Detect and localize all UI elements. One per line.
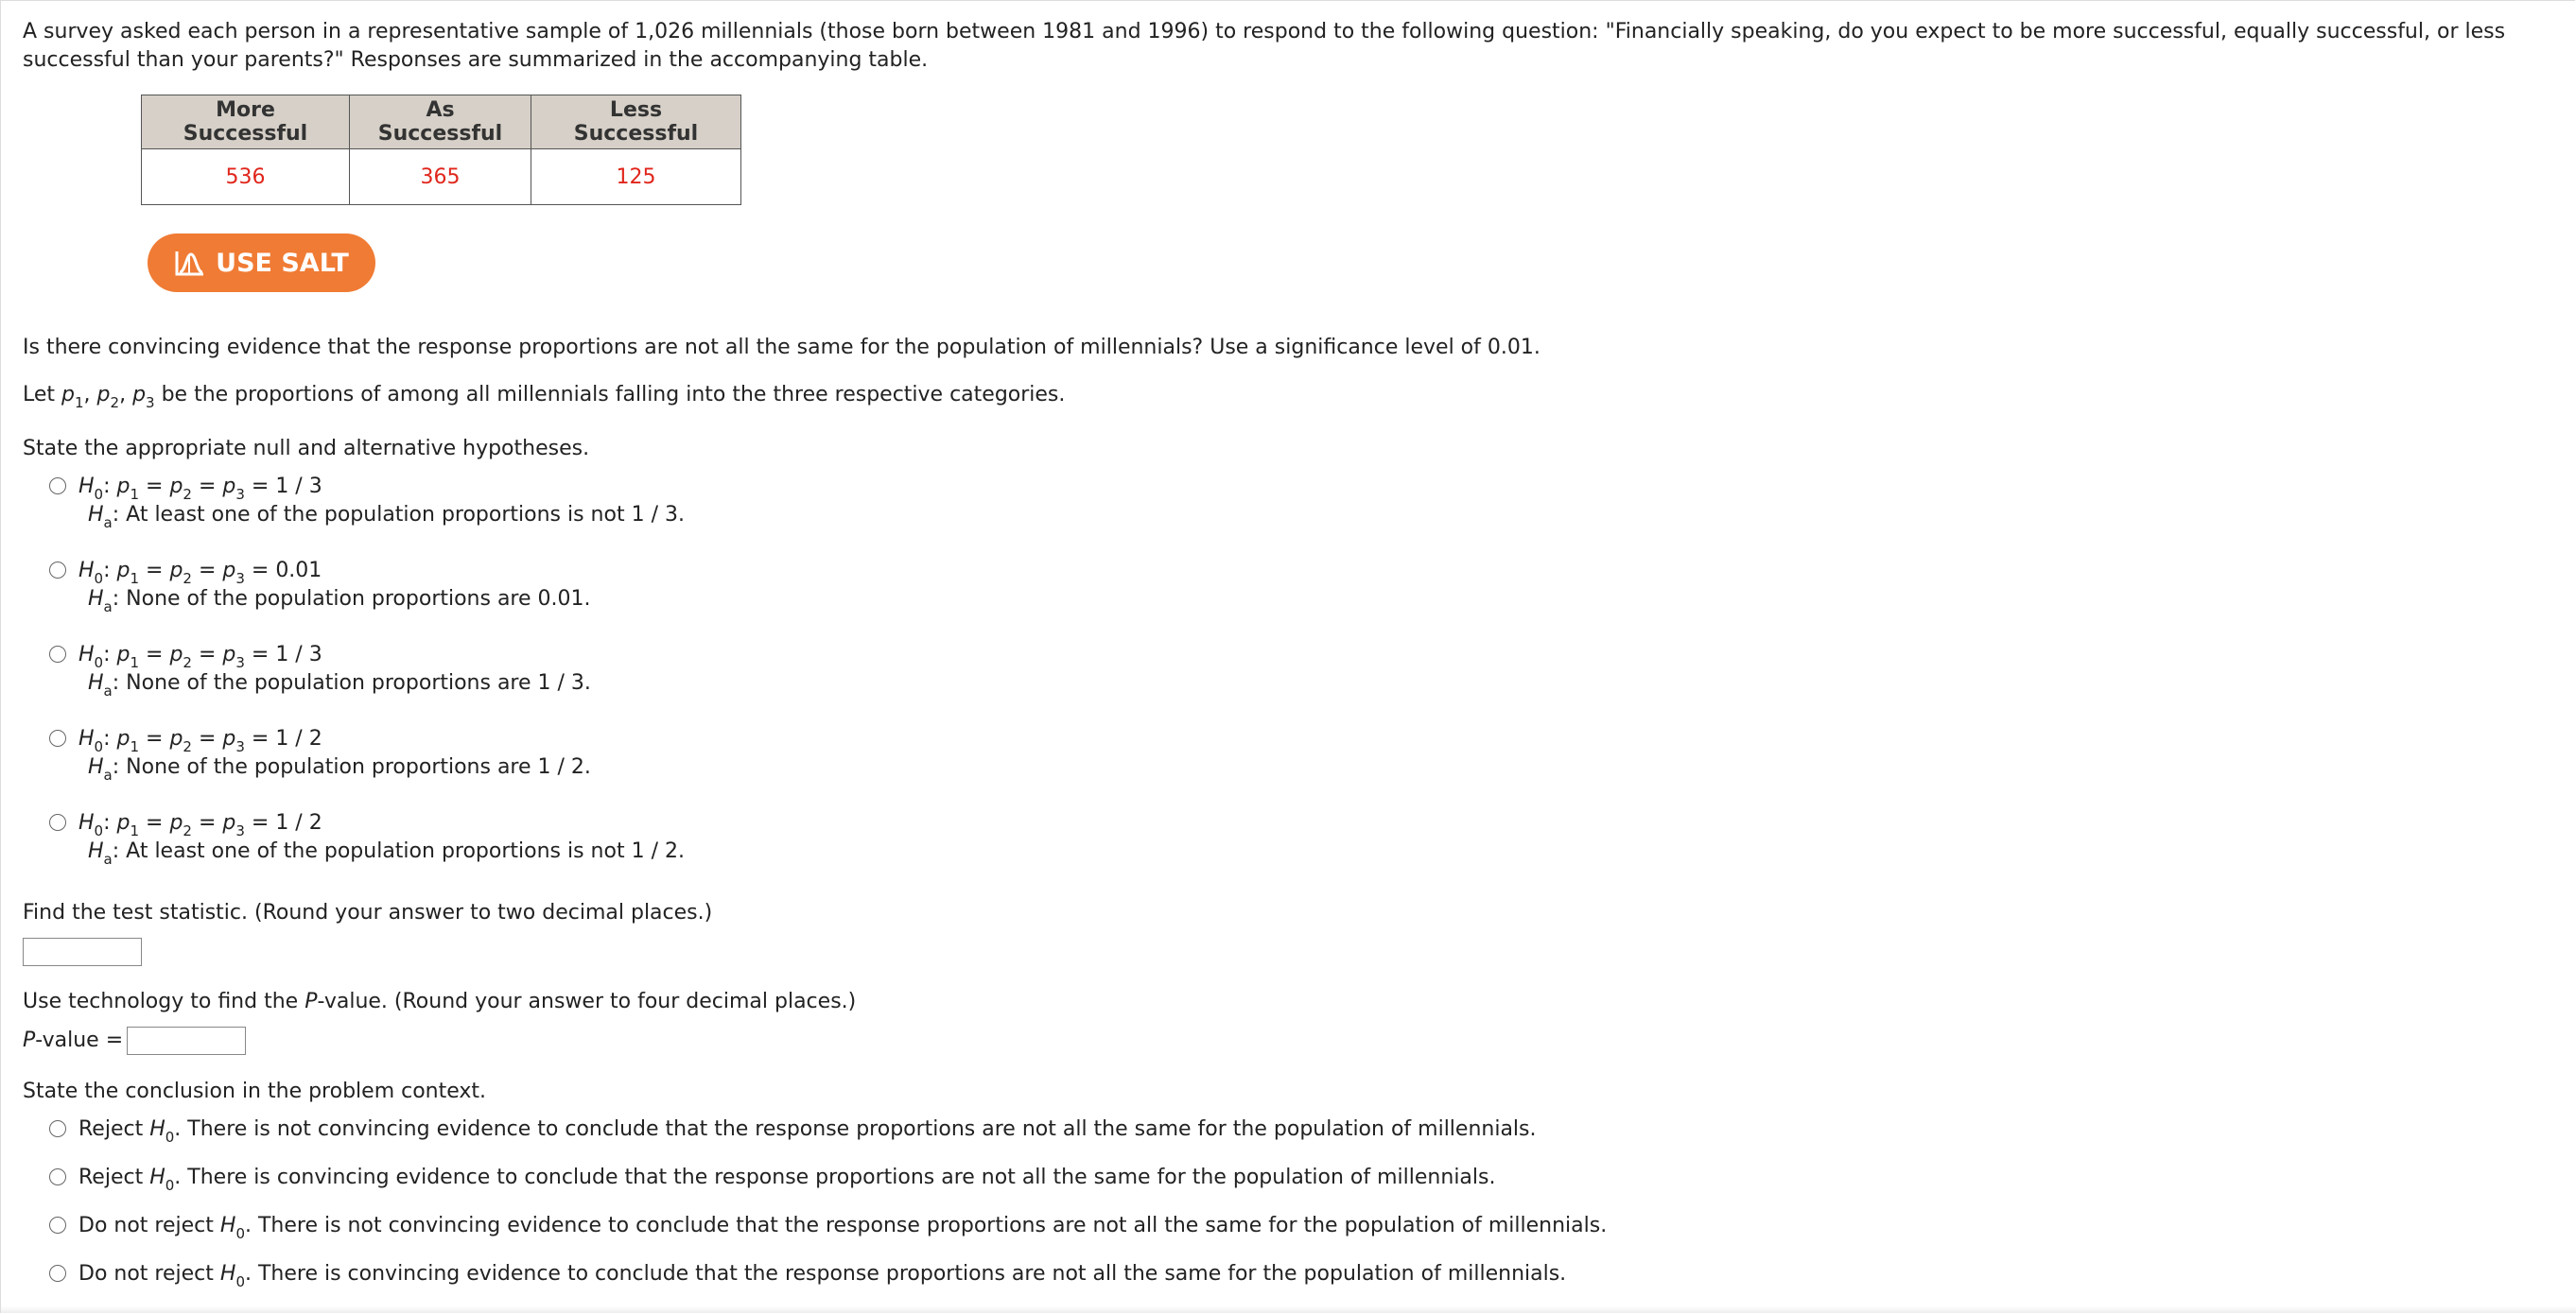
- null-value: 0.01: [275, 559, 322, 582]
- conclusion-decision: Reject: [78, 1117, 144, 1141]
- conclusion-radio[interactable]: [49, 1217, 66, 1234]
- conclusion-text: . There is convincing evidence to conclude that the response proportions are not all the same for the population of millennials.: [174, 1166, 1496, 1189]
- alt-text: At least one of the population proportions is not 1 / 2.: [126, 839, 685, 863]
- test-statistic-prompt: Find the test statistic. (Round your answer to two decimal places.): [23, 901, 713, 925]
- conclusion-decision: Reject: [78, 1166, 144, 1189]
- conclusion-text: . There is convincing evidence to conclude that the response proportions are not all the same for the population of millennials.: [244, 1262, 1567, 1286]
- alt-text: At least one of the population proportions is not 1 / 3.: [126, 503, 685, 527]
- pvalue-prompt-pre: Use technology to find the: [23, 990, 299, 1013]
- conclusion-radio[interactable]: [49, 1265, 66, 1282]
- table-header: More Successful: [142, 95, 350, 149]
- hypothesis-radio[interactable]: [49, 814, 66, 831]
- conclusion-option: Do not reject $H_0$. There is not convincing evidence to conclude that the response proportions are not all the same for the population of millennials.: [78, 1214, 1608, 1242]
- conclusion-text: . There is not convincing evidence to conclude that the response proportions are not all the same for the population of millennials.: [244, 1214, 1608, 1237]
- hypothesis-option: $H_0$: $p_1 = p_2 = p_3 = 1 / 3$ $H_a$: None of the population proportions are 1 / 3.: [78, 643, 591, 700]
- hypothesis-radio[interactable]: [49, 562, 66, 579]
- conclusion-radio[interactable]: [49, 1168, 66, 1185]
- null-value: 1 / 2: [275, 811, 322, 835]
- use-salt-label: USE SALT: [216, 248, 349, 278]
- hypothesis-option: $H_0$: $p_1 = p_2 = p_3 = 0.01$ $H_a$: None of the population proportions are 0.01.: [78, 559, 591, 615]
- salt-distribution-icon: [174, 249, 206, 277]
- conclusion-option: Reject $H_0$. There is not convincing evidence to conclude that the response proportions are not all the same for the population of millennials.: [78, 1117, 1537, 1146]
- hypothesis-radio[interactable]: [49, 477, 66, 494]
- let-statement: Let $p_1$, $p_2$, $p_3$ be the proportions of among all millennials falling into the three respective categories.: [23, 383, 1066, 411]
- hypothesis-option: $H_0$: $p_1 = p_2 = p_3 = 1 / 2$ $H_a$: At least one of the population proportions is not 1 / 2.: [78, 811, 685, 868]
- alt-text: None of the population proportions are 0.01.: [126, 587, 591, 611]
- test-statistic-input[interactable]: [23, 938, 142, 966]
- pvalue-label-text: -value =: [35, 1029, 124, 1052]
- hypothesis-option: $H_0$: $p_1 = p_2 = p_3 = 1 / 3$ $H_a$: At least one of the population proportions is not 1 / 3.: [78, 475, 685, 531]
- use-salt-button[interactable]: [148, 233, 375, 292]
- pvalue-prompt: Use technology to find the P-value. (Round your answer to four decimal places.): [23, 990, 857, 1013]
- alt-text: None of the population proportions are 1 / 3.: [126, 671, 591, 695]
- table-cell: 365: [350, 149, 531, 205]
- null-value: 1 / 3: [275, 643, 322, 666]
- conclusion-option: Reject $H_0$. There is convincing evidence to conclude that the response proportions are not all the same for the population of millennials.: [78, 1166, 1496, 1194]
- table-row: [142, 149, 741, 205]
- alt-text: None of the population proportions are 1 / 2.: [126, 755, 591, 779]
- hypothesis-radio[interactable]: [49, 646, 66, 663]
- pvalue-input[interactable]: [127, 1027, 246, 1055]
- hypothesis-option: $H_0$: $p_1 = p_2 = p_3 = 1 / 2$ $H_a$: None of the population proportions are 1 / 2.: [78, 727, 591, 784]
- pvalue-label: P-value =: [23, 1029, 124, 1052]
- problem-intro: A survey asked each person in a representative sample of 1,026 millennials (those born between 1981 and 1996) to respond to the following question: "Financially speaking, do you expect to be more successful, equally successful, or less successful than your parents?" Responses are summarized in the accompanying table.: [23, 20, 2506, 72]
- table-cell: 125: [531, 149, 741, 205]
- null-value: 1 / 3: [275, 475, 322, 498]
- let-prefix: Let: [23, 383, 56, 406]
- table-header: As Successful: [350, 95, 531, 149]
- table-header: Less Successful: [531, 95, 741, 149]
- conclusion-prompt: State the conclusion in the problem context.: [23, 1080, 487, 1103]
- question-text: Is there convincing evidence that the response proportions are not all the same for the population of millennials? Use a significance level of 0.01.: [23, 336, 1540, 359]
- hypotheses-prompt: State the appropriate null and alternative hypotheses.: [23, 437, 590, 460]
- hypothesis-radio[interactable]: [49, 730, 66, 747]
- conclusion-decision: Do not reject: [78, 1262, 214, 1286]
- table-cell: 536: [142, 149, 350, 205]
- conclusion-option: Do not reject $H_0$. There is convincing evidence to conclude that the response proportions are not all the same for the population of millennials.: [78, 1262, 1567, 1290]
- pvalue-prompt-post: -value. (Round your answer to four decimal places.): [317, 990, 857, 1013]
- responses-table: [141, 95, 741, 205]
- conclusion-decision: Do not reject: [78, 1214, 214, 1237]
- conclusion-radio[interactable]: [49, 1120, 66, 1137]
- table-header-row: [142, 95, 741, 149]
- let-suffix: be the proportions of among all millennials falling into the three respective categories.: [161, 383, 1066, 406]
- conclusion-text: . There is not convincing evidence to conclude that the response proportions are not all the same for the population of millennials.: [174, 1117, 1537, 1141]
- bottom-divider: [1, 1305, 2576, 1313]
- null-value: 1 / 2: [275, 727, 322, 751]
